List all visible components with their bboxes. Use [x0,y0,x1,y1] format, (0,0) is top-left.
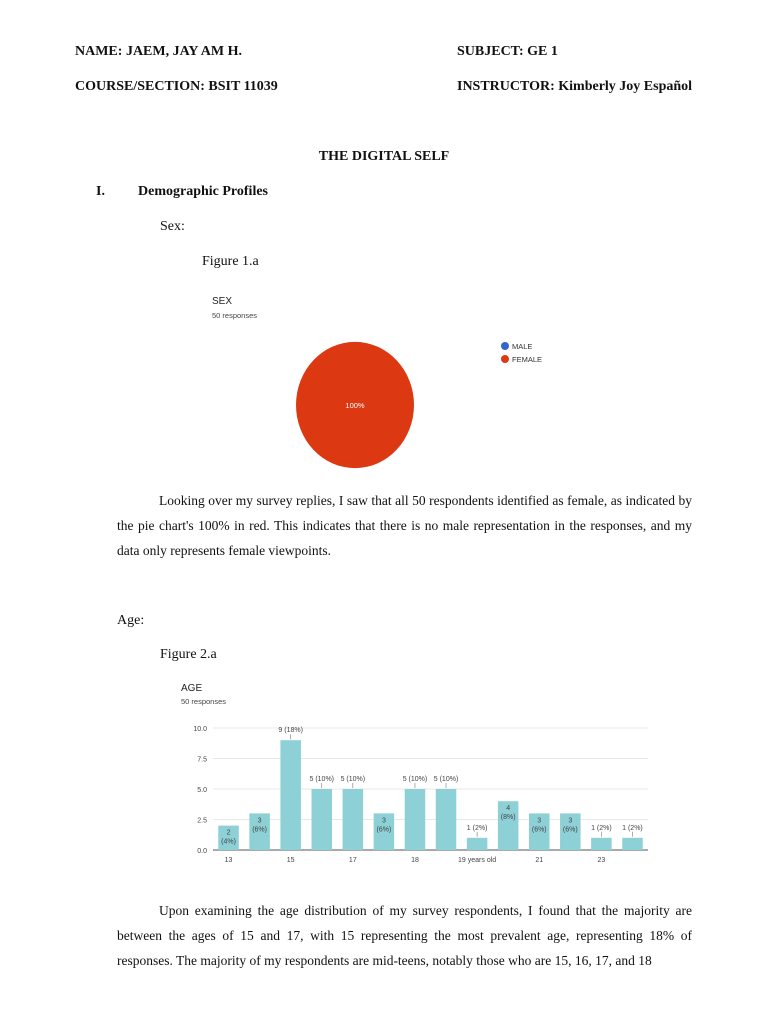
bar-value-label: 3 [257,817,262,825]
x-tick-label: 18 [411,857,419,864]
x-tick-label: 17 [348,857,357,864]
age-bar [436,789,457,850]
bar-value-label: (6%) [376,826,392,834]
bar-title: AGE [181,683,203,694]
age-label: Age: [117,613,145,628]
bar-value-label: 5 (10%) [340,776,366,783]
bar-value-label: (6%) [562,826,578,834]
age-bar-chart [170,673,660,868]
course-value: BSIT 11039 [208,79,278,94]
age-analysis-paragraph [117,898,692,973]
x-tick-label: 15 [286,857,295,864]
bar-value-label: 3 [568,817,573,825]
course-label: COURSE/SECTION: [75,79,205,94]
age-bar [467,838,488,850]
age-bar [280,740,301,850]
sex-analysis-paragraph [117,488,692,563]
instructor-label: INSTRUCTOR: [457,79,555,94]
bar-value-label: 5 (10%) [309,776,335,783]
figure-1a-label: Figure 1.a [202,254,259,269]
subject-line [457,44,558,60]
bar-value-label: 1 (2%) [591,824,612,832]
bar-value-label: 9 (18%) [278,727,303,735]
pie-subtitle: 50 responses [212,311,258,320]
y-tick-label: 7.5 [197,756,207,764]
sex-pie-figure [200,281,660,476]
bar-value-label: 4 [506,805,511,813]
bar-value-label: (4%) [221,838,236,846]
y-tick-label: 10.0 [193,726,207,733]
y-tick-label: 2.5 [197,817,207,825]
age-bar [311,789,332,850]
name-line [75,44,242,60]
section-number: I. [96,184,105,199]
age-analysis-text: Upon examining the age distribution of my survey respondents, I found that the majority are between the ages of 15 and 17, with 15 representing the most prevalent age, representing 18% of responses. The majority of my respondents are mid-teens, notably those who are 15, 16, 17, and 18 [117,903,692,968]
age-bar-figure [170,673,660,868]
course-line [75,79,278,95]
age-bar [591,838,612,850]
y-tick-label: 5.0 [197,787,207,794]
x-tick-label: 23 [597,857,606,864]
legend-swatch-female [501,355,509,363]
sex-pie-chart [200,281,660,476]
figure-2a-label: Figure 2.a [160,647,217,662]
section-heading: Demographic Profiles [138,184,268,199]
age-bar [343,789,364,850]
x-tick-label: 13 [224,857,233,864]
instructor-value: Kimberly Joy Español [558,79,693,94]
bar-value-label: 3 [381,817,386,825]
bar-value-label: 1 (2%) [466,824,488,832]
sex-label: Sex: [160,219,185,234]
bar-value-label: (8%) [500,814,516,822]
bar-value-label: (6%) [531,826,547,834]
subject-label: SUBJECT: [457,44,524,59]
age-bar [405,789,426,850]
document-title: THE DIGITAL SELF [318,149,450,164]
instructor-line [457,79,692,95]
legend-label-male: MALE [512,342,533,351]
legend-swatch-male [501,342,509,350]
pie-slice-label: 100% [345,401,365,410]
name-label: NAME: [75,44,123,59]
bar-value-label: 5 (10%) [402,776,428,783]
pie-title: SEX [212,296,233,307]
age-bar [622,838,643,850]
bar-value-label: 2 [226,829,231,837]
legend-label-female: FEMALE [512,355,543,364]
x-tick-label: 21 [535,857,544,864]
bar-subtitle: 50 responses [181,697,227,706]
bar-value-label: 5 (10%) [433,776,459,783]
y-tick-label: 0.0 [197,848,207,855]
name-value: JAEM, JAY AM H. [125,44,242,59]
bar-value-label: 1 (2%) [622,824,643,832]
bar-value-label: 3 [537,817,542,825]
sex-analysis-text: Looking over my survey replies, I saw that all 50 respondents identified as female, as indicated by the pie chart's 100% in red. This indicates that there is no male representation in the responses, and my data only represents female viewpoints. [117,493,692,558]
bar-value-label: (6%) [252,826,267,834]
subject-value: GE 1 [527,44,558,59]
x-tick-label: 19 years old [458,857,497,864]
